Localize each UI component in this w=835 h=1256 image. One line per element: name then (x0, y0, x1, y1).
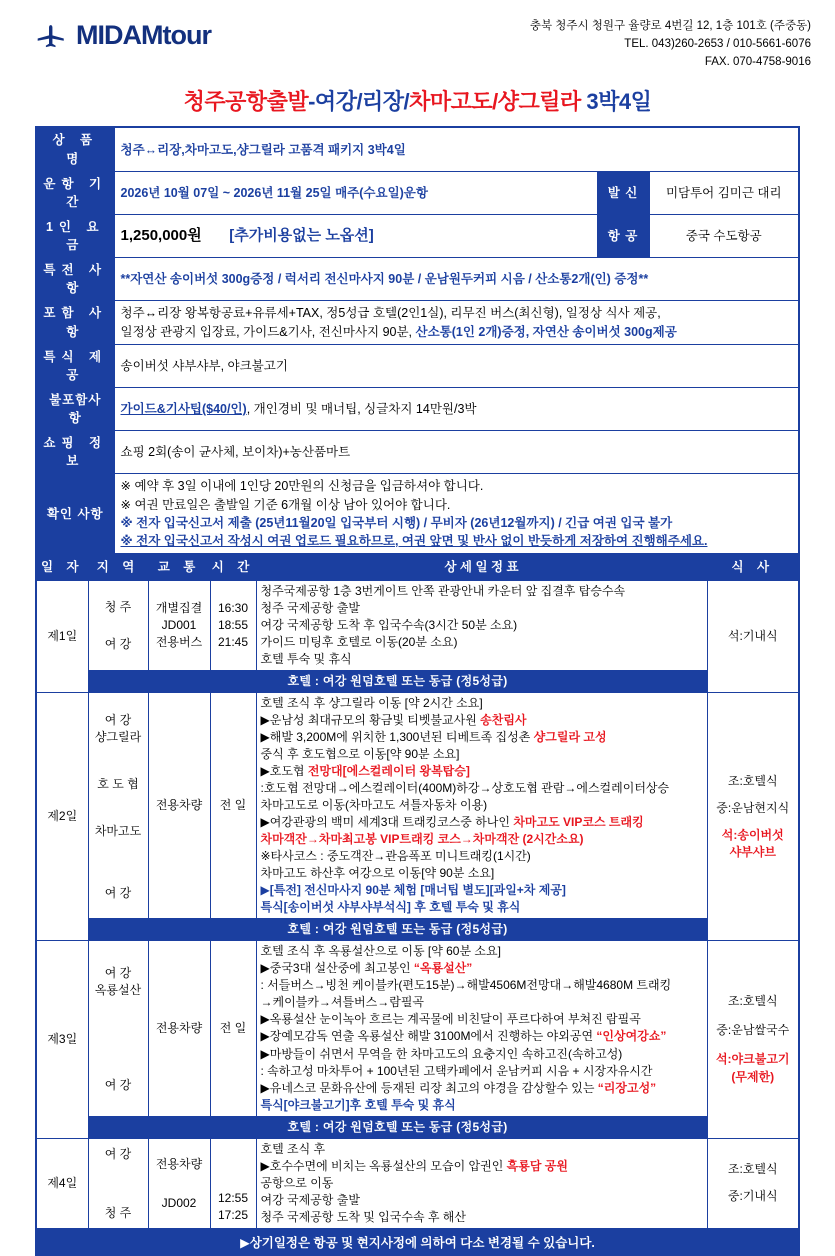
region-4-1: 여 강 (104, 1147, 132, 1162)
transport-4-2: JD002 (161, 1196, 197, 1211)
table-row (36, 344, 799, 387)
detail-2-10: ※타사코스 : 중도객잔→관음폭포 미니트래킹(1시간) (260, 849, 531, 864)
notice-line-1: ※ 예약 후 3일 이내에 1인당 20만원의 신청금을 입금하셔야 합니다. (120, 479, 484, 494)
detail-2-1: 호텔 조식 후 샹그릴라 이동 [약 2시간 소요] (260, 695, 483, 710)
region-2-4: 차마고도 (94, 823, 142, 838)
page-title (0, 85, 835, 116)
detail-3-2 (261, 960, 703, 977)
meal-3-2: 중:운남쌀국수 (716, 1023, 790, 1038)
detail-2-2-text: ▶운남성 최대규모의 황금빛 티벳불교사원 (260, 712, 481, 727)
itinerary-header-row (36, 555, 799, 580)
label-flight-period: 운항 기간 (36, 171, 114, 214)
table-row (36, 941, 799, 1116)
not-included-emph: 가이드&기사팁($40/인) (120, 402, 247, 416)
region-cell-2 (88, 692, 148, 918)
label-price: 1인 요금 (36, 214, 114, 257)
transport-1-3: 전용버스 (155, 634, 203, 649)
table-row (36, 1116, 799, 1138)
region-cell-1 (88, 580, 148, 670)
day-label-1: 제1일 (36, 580, 88, 692)
table-row (36, 919, 799, 941)
col-header-transport: 교 통 (148, 555, 210, 580)
detail-2-6: :호도협 전망대→에스컬레이터(400M)하강→상호도협 관람→에스컬레이터상승 (260, 781, 670, 796)
included-line-1: 청주↔리장 왕복항공료+유류세+TAX, 정5성급 호텔(2인1실), 리무진 버스(최신형), 일정상 식사 제공, (120, 306, 661, 321)
region-cell-3 (88, 941, 148, 1116)
included-line-2-b: 산소통(1인 2개)증정, 자연산 송이버섯 300g제공 (415, 324, 677, 339)
hotel-bar-3: 호텔 : 여강 원덤호텔 또는 동급 (정5성급) (88, 1116, 707, 1138)
time-4-1: 12:55 (217, 1191, 249, 1206)
detail-3-3: : 서들버스→빙천 케이블카(편도15분)→해발4506M전망대→해발4680M 트래킹 (260, 978, 672, 993)
detail-2-12: ▶[특전] 전신마사지 90분 체험 [매너팁 별도][과일+차 제공] (260, 883, 566, 898)
detail-3-6-text: ▶장예모감독 연출 옥룡설산 해발 3100M에서 진행하는 야외공연 (260, 1029, 597, 1044)
label-notice: 확인 사항 (36, 474, 114, 554)
col-header-time: 시 간 (210, 555, 256, 580)
transport-cell-3: 전용차량 (148, 941, 210, 1116)
logo-text-light: tour (162, 19, 211, 50)
transport-cell-4 (148, 1138, 210, 1229)
notice-line-3: ※ 전자 입국신고서 제출 (25년11월20일 입국부터 시행) / 무비자 (26년12월까지) / 긴급 여권 입국 불가 (120, 515, 673, 530)
detail-3-8: : 속하고성 마차투어 + 100년된 고택카페에서 운남커피 시음 + 시장자유시간 (260, 1063, 653, 1078)
value-price-note: [추가비용없는 노옵션] (229, 227, 374, 245)
company-logo (34, 18, 211, 52)
airplane-icon (34, 18, 68, 52)
address-line-1: 충북 청주시 청원구 율량로 4번길 12, 1층 101호 (주중동) (529, 20, 811, 32)
detail-2-13: 특식[송이버섯 샤부샤부석식] 후 호텔 투숙 및 휴식 (260, 900, 521, 915)
time-cell-3: 전 일 (210, 941, 256, 1116)
meal-2-1: 조:호텔식 (727, 773, 778, 788)
label-sender: 발 신 (597, 171, 649, 214)
value-sender: 미담투어 김미근 대리 (649, 171, 799, 214)
itinerary-footer-note: ▶상기일정은 항공 및 현지사정에 의하여 다소 변경될 수 있습니다. (35, 1230, 800, 1256)
detail-2-2 (261, 712, 703, 729)
detail-4-2 (261, 1158, 703, 1175)
meal-4-1: 조:호텔식 (727, 1162, 778, 1177)
transport-1-2: JD001 (161, 617, 197, 632)
notice-line-2: ※ 여권 만료일은 출발일 기준 6개월 이상 남아 있어야 합니다. (120, 497, 451, 512)
meal-4-2: 중:기내식 (727, 1189, 778, 1204)
logo-text-bold: MIDAM (76, 19, 163, 50)
detail-3-6 (261, 1028, 703, 1045)
detail-2-9: 차마객잔→차마최고봉 VIP트래킹 코스→차마객잔 (2시간소요) (260, 832, 584, 847)
value-shopping: 쇼핑 2회(송이 균사체, 보이차)+농산품마트 (114, 431, 799, 474)
detail-3-4: →케이블카→셔틀버스→람필곡 (260, 995, 425, 1010)
region-2-3: 호 도 협 (97, 776, 139, 791)
notice-line-4: ※ 전자 입국신고서 작성시 여권 업로드 필요하므로, 여권 앞면 및 반사 없이 반듯하게 저장하여 진행해주세요. (120, 533, 708, 548)
table-row (36, 474, 799, 554)
value-price-cell (114, 214, 597, 257)
table-row (36, 171, 799, 214)
meal-3-1: 조:호텔식 (727, 994, 778, 1009)
hotel-bar-2: 호텔 : 여강 원덤호텔 또는 동급 (정5성급) (88, 919, 707, 941)
address-line-2: TEL. 043)260-2653 / 010-5661-6076 (624, 37, 811, 50)
value-special-meal: 송이버섯 샤부샤부, 야크불고기 (114, 344, 799, 387)
day-label-4: 제4일 (36, 1138, 88, 1229)
not-included-rest: , 개인경비 및 매너팁, 싱글차지 14만원/3박 (246, 402, 477, 416)
detail-2-8 (261, 814, 703, 831)
region-cell-4 (88, 1138, 148, 1229)
detail-2-7: 차마고도로 이동(차마고도 셔틀자동차 이용) (260, 798, 488, 813)
transport-cell-2: 전용차량 (148, 692, 210, 918)
time-cell-2: 전 일 (210, 692, 256, 918)
meal-cell-3 (707, 941, 799, 1138)
detail-3-1: 호텔 조식 후 옥룡설산으로 이동 [약 60분 소요] (260, 944, 501, 959)
value-included (114, 301, 799, 344)
meal-2-3: 석:송이버섯 (721, 827, 784, 842)
value-benefits: **자연산 송이버섯 300g증정 / 럭서리 전신마사지 90분 / 운남원두커피 시음 / 산소통2개(인) 증정** (114, 258, 799, 301)
detail-1-2: 청주 국제공항 출발 (260, 600, 360, 615)
detail-cell-2 (256, 692, 707, 918)
detail-cell-4 (256, 1138, 707, 1229)
label-special-meal: 특식 제공 (36, 344, 114, 387)
detail-3-6-em: “인상여강쇼” (596, 1029, 667, 1044)
detail-2-5-text: ▶호도협 (260, 764, 308, 778)
transport-1-1: 개별집결 (155, 600, 203, 615)
meal-cell-2 (707, 692, 799, 940)
label-shopping: 쇼핑 정보 (36, 431, 114, 474)
detail-3-10: 특식[야크불고기]후 호텔 투숙 및 휴식 (260, 1097, 456, 1112)
company-address (530, 18, 811, 71)
transport-4-1: 전용차량 (155, 1157, 203, 1172)
itinerary-table (35, 555, 800, 1230)
detail-2-2-em: 송찬림사 (480, 712, 527, 727)
value-price: 1,250,000원 (120, 227, 202, 245)
meal-3-3: 석:야크불고기 (715, 1052, 790, 1067)
table-row (36, 431, 799, 474)
detail-3-2-text: ▶중국3대 설산중에 최고봉인 (260, 961, 414, 976)
label-not-included: 불포함사항 (36, 387, 114, 430)
meal-1-1: 석:기내식 (727, 628, 778, 643)
value-airline: 중국 수도항공 (649, 214, 799, 257)
meal-cell-4 (707, 1138, 799, 1229)
table-row (36, 127, 799, 171)
region-2-1: 여 강 (104, 712, 132, 727)
detail-2-3-em: 샹그릴라 고성 (533, 729, 607, 744)
region-1-2: 여 강 (104, 637, 132, 652)
detail-4-1: 호텔 조식 후 (260, 1141, 326, 1156)
table-row (36, 670, 799, 692)
label-included: 포함 사항 (36, 301, 114, 344)
label-product-name: 상 품 명 (36, 127, 114, 171)
detail-3-7: ▶마방들이 쉬면서 무역을 한 차마고도의 요충지인 속하고진(속하고성) (260, 1046, 623, 1061)
table-row (36, 1138, 799, 1229)
time-1-1: 16:30 (217, 600, 249, 615)
table-row (36, 214, 799, 257)
value-notice (114, 474, 799, 554)
detail-cell-3 (256, 941, 707, 1116)
detail-2-8-text: ▶여강관광의 백미 세계3대 트래킹코스중 하나인 (260, 815, 514, 830)
value-product-name: 청주↔리장,차마고도,샹그릴라 고품격 패키지 3박4일 (114, 127, 799, 171)
region-3-2: 옥룡설산 (94, 982, 142, 997)
table-row (36, 258, 799, 301)
title-part-2: -여강/리장/ (308, 89, 410, 115)
value-flight-period: 2026년 10월 07일 ~ 2026년 11월 25일 매주(수요일)운항 (114, 171, 597, 214)
detail-4-3: 공항으로 이동 (260, 1175, 334, 1190)
table-row (36, 387, 799, 430)
label-benefits: 특전 사항 (36, 258, 114, 301)
region-2-2: 샹그릴라 (94, 729, 142, 744)
detail-4-4: 여강 국제공항 출발 (260, 1192, 360, 1207)
detail-4-5: 청주 국제공항 도착 및 입국수속 후 해산 (260, 1209, 466, 1224)
meal-2-2: 중:운남현지식 (716, 800, 790, 815)
table-row (36, 580, 799, 670)
detail-3-5: ▶옥룡설산 눈이녹아 흐르는 계곡물에 비친달이 푸르다하여 부쳐진 람필곡 (260, 1012, 641, 1027)
region-4-2: 청 주 (104, 1206, 132, 1221)
value-not-included (114, 387, 799, 430)
day-label-3: 제3일 (36, 941, 88, 1138)
included-line-2-a: 일정상 관광지 입장료, 가이드&기사, 전신마사지 90분, (120, 324, 416, 339)
transport-cell-1 (148, 580, 210, 670)
title-part-3: 차마고도/샹그릴라 (409, 89, 581, 115)
detail-1-3: 여강 국제공항 도착 후 입국수속(3시간 50분 소요) (260, 617, 518, 632)
col-header-detail: 상 세 일 정 표 (256, 555, 707, 580)
detail-1-1: 청주국제공항 1층 3번게이트 안쪽 관광안내 카운터 앞 집결후 탑승수속 (260, 583, 626, 598)
region-1-1: 청 주 (104, 600, 132, 615)
detail-2-3-text: ▶해발 3,200M에 위치한 1,300년된 티베트족 집성촌 (260, 729, 534, 744)
detail-4-2-text: ▶호수수면에 비치는 옥룡설산의 모습이 압권인 (260, 1158, 507, 1173)
detail-2-8-em: 차마고도 VIP코스 트래킹 (513, 815, 644, 830)
detail-3-9 (261, 1080, 703, 1097)
detail-1-4: 가이드 미팅후 호텔로 이동(20분 소요) (260, 634, 458, 649)
day-label-2: 제2일 (36, 692, 88, 940)
region-3-1: 여 강 (104, 965, 132, 980)
table-row (36, 301, 799, 344)
page-header (0, 0, 835, 71)
meal-3-4: (무제한) (731, 1069, 775, 1084)
detail-3-9-text: ▶유네스코 문화유산에 등재된 리장 최고의 야경을 감상할수 있는 (260, 1080, 598, 1095)
time-1-3: 21:45 (217, 634, 249, 649)
detail-2-11: 차마고도 하산후 여강으로 이동[약 90분 소요] (260, 866, 495, 881)
region-2-5: 여 강 (104, 885, 132, 900)
detail-2-5-em: 전망대[에스컬레이터 왕복탑승] (307, 764, 470, 778)
meal-2-4: 샤부샤브 (729, 844, 776, 859)
detail-3-2-em: “옥룡설산” (413, 961, 473, 976)
detail-cell-1 (256, 580, 707, 670)
col-header-region: 지 역 (88, 555, 148, 580)
table-row (36, 692, 799, 918)
time-cell-1 (210, 580, 256, 670)
title-part-4: 3박4일 (580, 89, 652, 115)
detail-2-5 (261, 763, 703, 780)
detail-3-9-em: “리장고성” (597, 1080, 657, 1095)
label-airline: 항 공 (597, 214, 649, 257)
time-cell-4 (210, 1138, 256, 1229)
address-line-3: FAX. 070-4758-9016 (704, 55, 811, 68)
time-4-2: 17:25 (217, 1208, 249, 1223)
detail-4-2-em: 흑룡담 공원 (506, 1158, 568, 1173)
region-3-3: 여 강 (104, 1077, 132, 1092)
included-line-2 (121, 323, 793, 341)
logo-text (76, 20, 211, 51)
detail-1-5: 호텔 투숙 및 휴식 (260, 651, 352, 666)
detail-2-3 (261, 729, 703, 746)
product-info-table (35, 126, 800, 555)
col-header-day: 일 자 (36, 555, 88, 580)
hotel-bar-1: 호텔 : 여강 원덤호텔 또는 동급 (정5성급) (88, 670, 707, 692)
col-header-meal: 식 사 (707, 555, 799, 580)
detail-2-4: 중식 후 호도협으로 이동[약 90분 소요] (260, 746, 460, 761)
time-1-2: 18:55 (217, 617, 249, 632)
title-part-1: 청주공항출발 (183, 89, 309, 115)
meal-cell-1 (707, 580, 799, 692)
